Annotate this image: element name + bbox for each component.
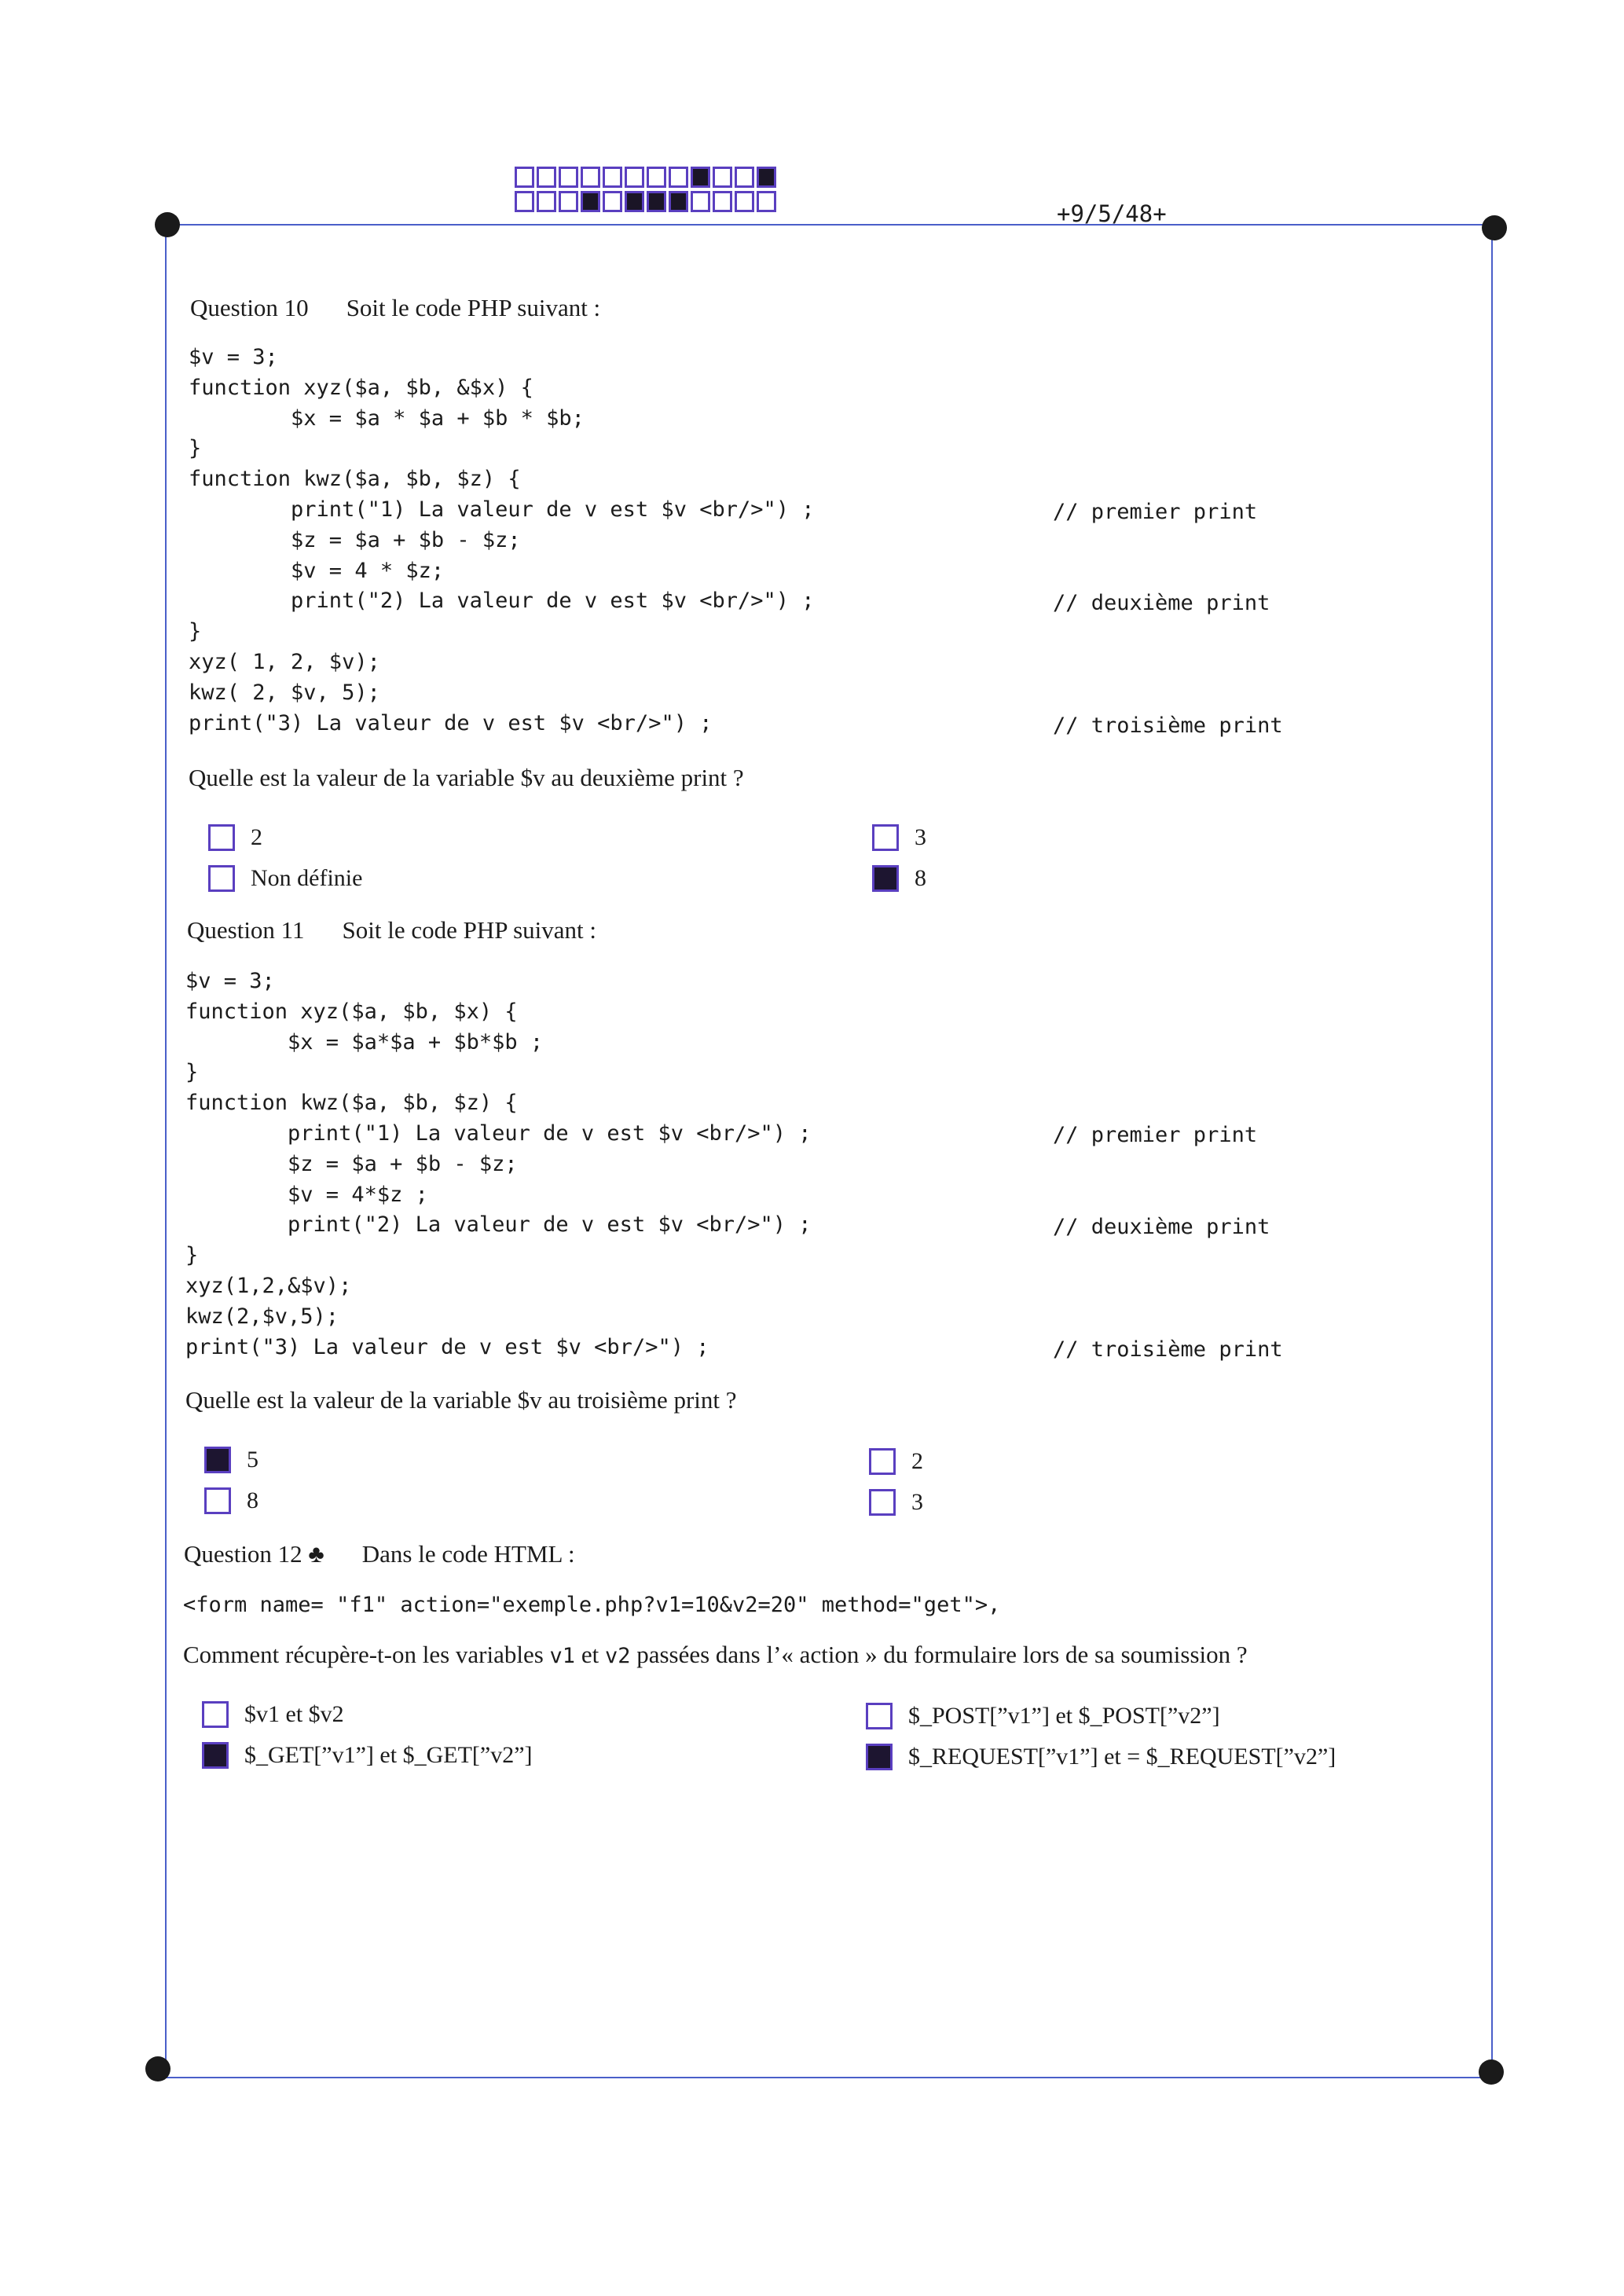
id-code-cell <box>757 167 776 188</box>
question-intro: Dans le code HTML : <box>361 1540 575 1568</box>
answer-checkbox[interactable] <box>204 1447 231 1473</box>
id-code-cell <box>735 167 754 188</box>
code-comment: // premier print <box>1053 500 1258 524</box>
id-code-cell <box>559 167 578 188</box>
id-code-cell <box>647 167 666 188</box>
answer-option[interactable] <box>202 1738 533 1773</box>
answer-option[interactable] <box>872 861 926 896</box>
answer-checkbox[interactable] <box>869 1489 896 1516</box>
question-number: Question 11 <box>187 916 305 944</box>
question-number: Question 10 <box>190 294 309 321</box>
question-12-header <box>184 1540 575 1568</box>
id-code-cell <box>537 167 556 188</box>
corner-mark-bottom-right <box>1479 2059 1504 2085</box>
answer-label: 5 <box>247 1447 258 1473</box>
answer-label: 3 <box>911 1489 923 1515</box>
corner-mark-top-left <box>155 212 180 237</box>
answer-label: $_GET[”v1”] et $_GET[”v2”] <box>244 1742 533 1768</box>
answer-option[interactable] <box>866 1740 1336 1774</box>
answer-label: $_POST[”v1”] et $_POST[”v2”] <box>908 1703 1220 1729</box>
answer-label: 8 <box>915 865 926 891</box>
answer-checkbox[interactable] <box>866 1703 893 1729</box>
code-comment: // premier print <box>1053 1123 1258 1147</box>
id-code-cell <box>581 191 600 212</box>
answer-label: 2 <box>251 824 262 850</box>
answer-label: Non définie <box>251 865 363 891</box>
page-id: +9/5/48+ <box>1057 200 1167 227</box>
id-code-cell <box>559 191 578 212</box>
id-code-row <box>515 191 776 212</box>
answer-option[interactable] <box>208 820 262 855</box>
php-code-block: $v = 3; function xyz($a, $b, $x) { $x = $a*$a + $b*$b ; } function kwz($a, $b, $z) { print("1) La valeur de v est $v <br/>") ; $z = $a + $b - $z; $v = 4*$z ; print("2) La valeur de v est $v <br/>") ; } xyz(1,2,&$v); kwz(2,$v,5); print("3) La valeur de v est $v <br/>") ; <box>185 969 812 1359</box>
answer-label: 2 <box>911 1448 923 1474</box>
id-code-cell <box>669 167 688 188</box>
id-code-cell <box>691 191 710 212</box>
id-code-cell <box>713 191 732 212</box>
id-code-cell <box>603 167 622 188</box>
var-name: v2 <box>604 1644 631 1668</box>
id-code-cell <box>735 191 754 212</box>
answer-option[interactable] <box>872 820 926 855</box>
answer-option[interactable] <box>208 861 362 896</box>
answer-checkbox[interactable] <box>872 824 899 851</box>
answer-option[interactable] <box>204 1443 258 1477</box>
corner-mark-top-right <box>1482 215 1507 240</box>
answer-label: $_REQUEST[”v1”] et = $_REQUEST[”v2”] <box>908 1744 1336 1770</box>
question-11-header <box>187 916 596 944</box>
id-code-cell <box>625 191 644 212</box>
var-name: v1 <box>549 1644 576 1668</box>
id-code-cell <box>515 191 534 212</box>
answer-option[interactable] <box>869 1485 923 1520</box>
prompt-text: Comment récupère-t-on les variables <box>183 1641 550 1668</box>
id-code-cell <box>603 191 622 212</box>
id-code-cell <box>625 167 644 188</box>
id-code-cell <box>669 191 688 212</box>
id-code-cell <box>691 167 710 188</box>
id-code-cell <box>537 191 556 212</box>
answer-checkbox[interactable] <box>202 1742 229 1769</box>
code-comment: // troisième print <box>1053 1337 1283 1362</box>
id-code-grid <box>515 167 776 215</box>
corner-mark-bottom-left <box>145 2056 170 2081</box>
answer-label: 8 <box>247 1487 258 1513</box>
answer-checkbox[interactable] <box>208 824 235 851</box>
answer-label: $v1 et $v2 <box>244 1701 344 1727</box>
question-intro: Soit le code PHP suivant : <box>346 294 601 321</box>
id-code-row <box>515 167 776 188</box>
answer-option[interactable] <box>202 1697 344 1732</box>
id-code-cell <box>757 191 776 212</box>
prompt-text: passées dans l’« action » du formulaire lors de sa soumission ? <box>630 1641 1248 1668</box>
answer-checkbox[interactable] <box>866 1744 893 1770</box>
code-comment: // deuxième print <box>1053 1215 1270 1239</box>
question-10-header <box>190 294 600 322</box>
answer-checkbox[interactable] <box>208 865 235 892</box>
answer-label: 3 <box>915 824 926 850</box>
answer-option[interactable] <box>869 1444 923 1479</box>
html-code-line: <form name= "f1" action="exemple.php?v1=10&v2=20" method="get">, <box>183 1593 1001 1617</box>
id-code-cell <box>713 167 732 188</box>
question-prompt: Quelle est la valeur de la variable $v au deuxième print ? <box>189 764 744 791</box>
question-number: Question 12 ♣ <box>184 1540 324 1568</box>
answer-checkbox[interactable] <box>204 1487 231 1514</box>
code-comment: // troisième print <box>1053 713 1283 738</box>
answer-checkbox[interactable] <box>869 1448 896 1475</box>
answer-option[interactable] <box>866 1699 1220 1733</box>
prompt-text: et <box>575 1641 605 1668</box>
php-code-block: $v = 3; function xyz($a, $b, &$x) { $x = $a * $a + $b * $b; } function kwz($a, $b, $z) { print("1) La valeur de v est $v <br/>") ; $z = $a + $b - $z; $v = 4 * $z; print("2) La valeur de v est $v <br/>") ; } xyz( 1, 2, $v); kwz( 2, $v, 5); print("3) La valeur de v est $v <br/>") ; <box>189 345 815 735</box>
id-code-cell <box>581 167 600 188</box>
question-prompt <box>183 1641 1248 1669</box>
question-prompt: Quelle est la valeur de la variable $v au troisième print ? <box>185 1386 737 1414</box>
id-code-cell <box>515 167 534 188</box>
answer-option[interactable] <box>204 1484 258 1518</box>
answer-checkbox[interactable] <box>202 1701 229 1728</box>
answer-checkbox[interactable] <box>872 865 899 892</box>
question-intro: Soit le code PHP suivant : <box>342 916 597 944</box>
id-code-cell <box>647 191 666 212</box>
code-comment: // deuxième print <box>1053 591 1270 615</box>
